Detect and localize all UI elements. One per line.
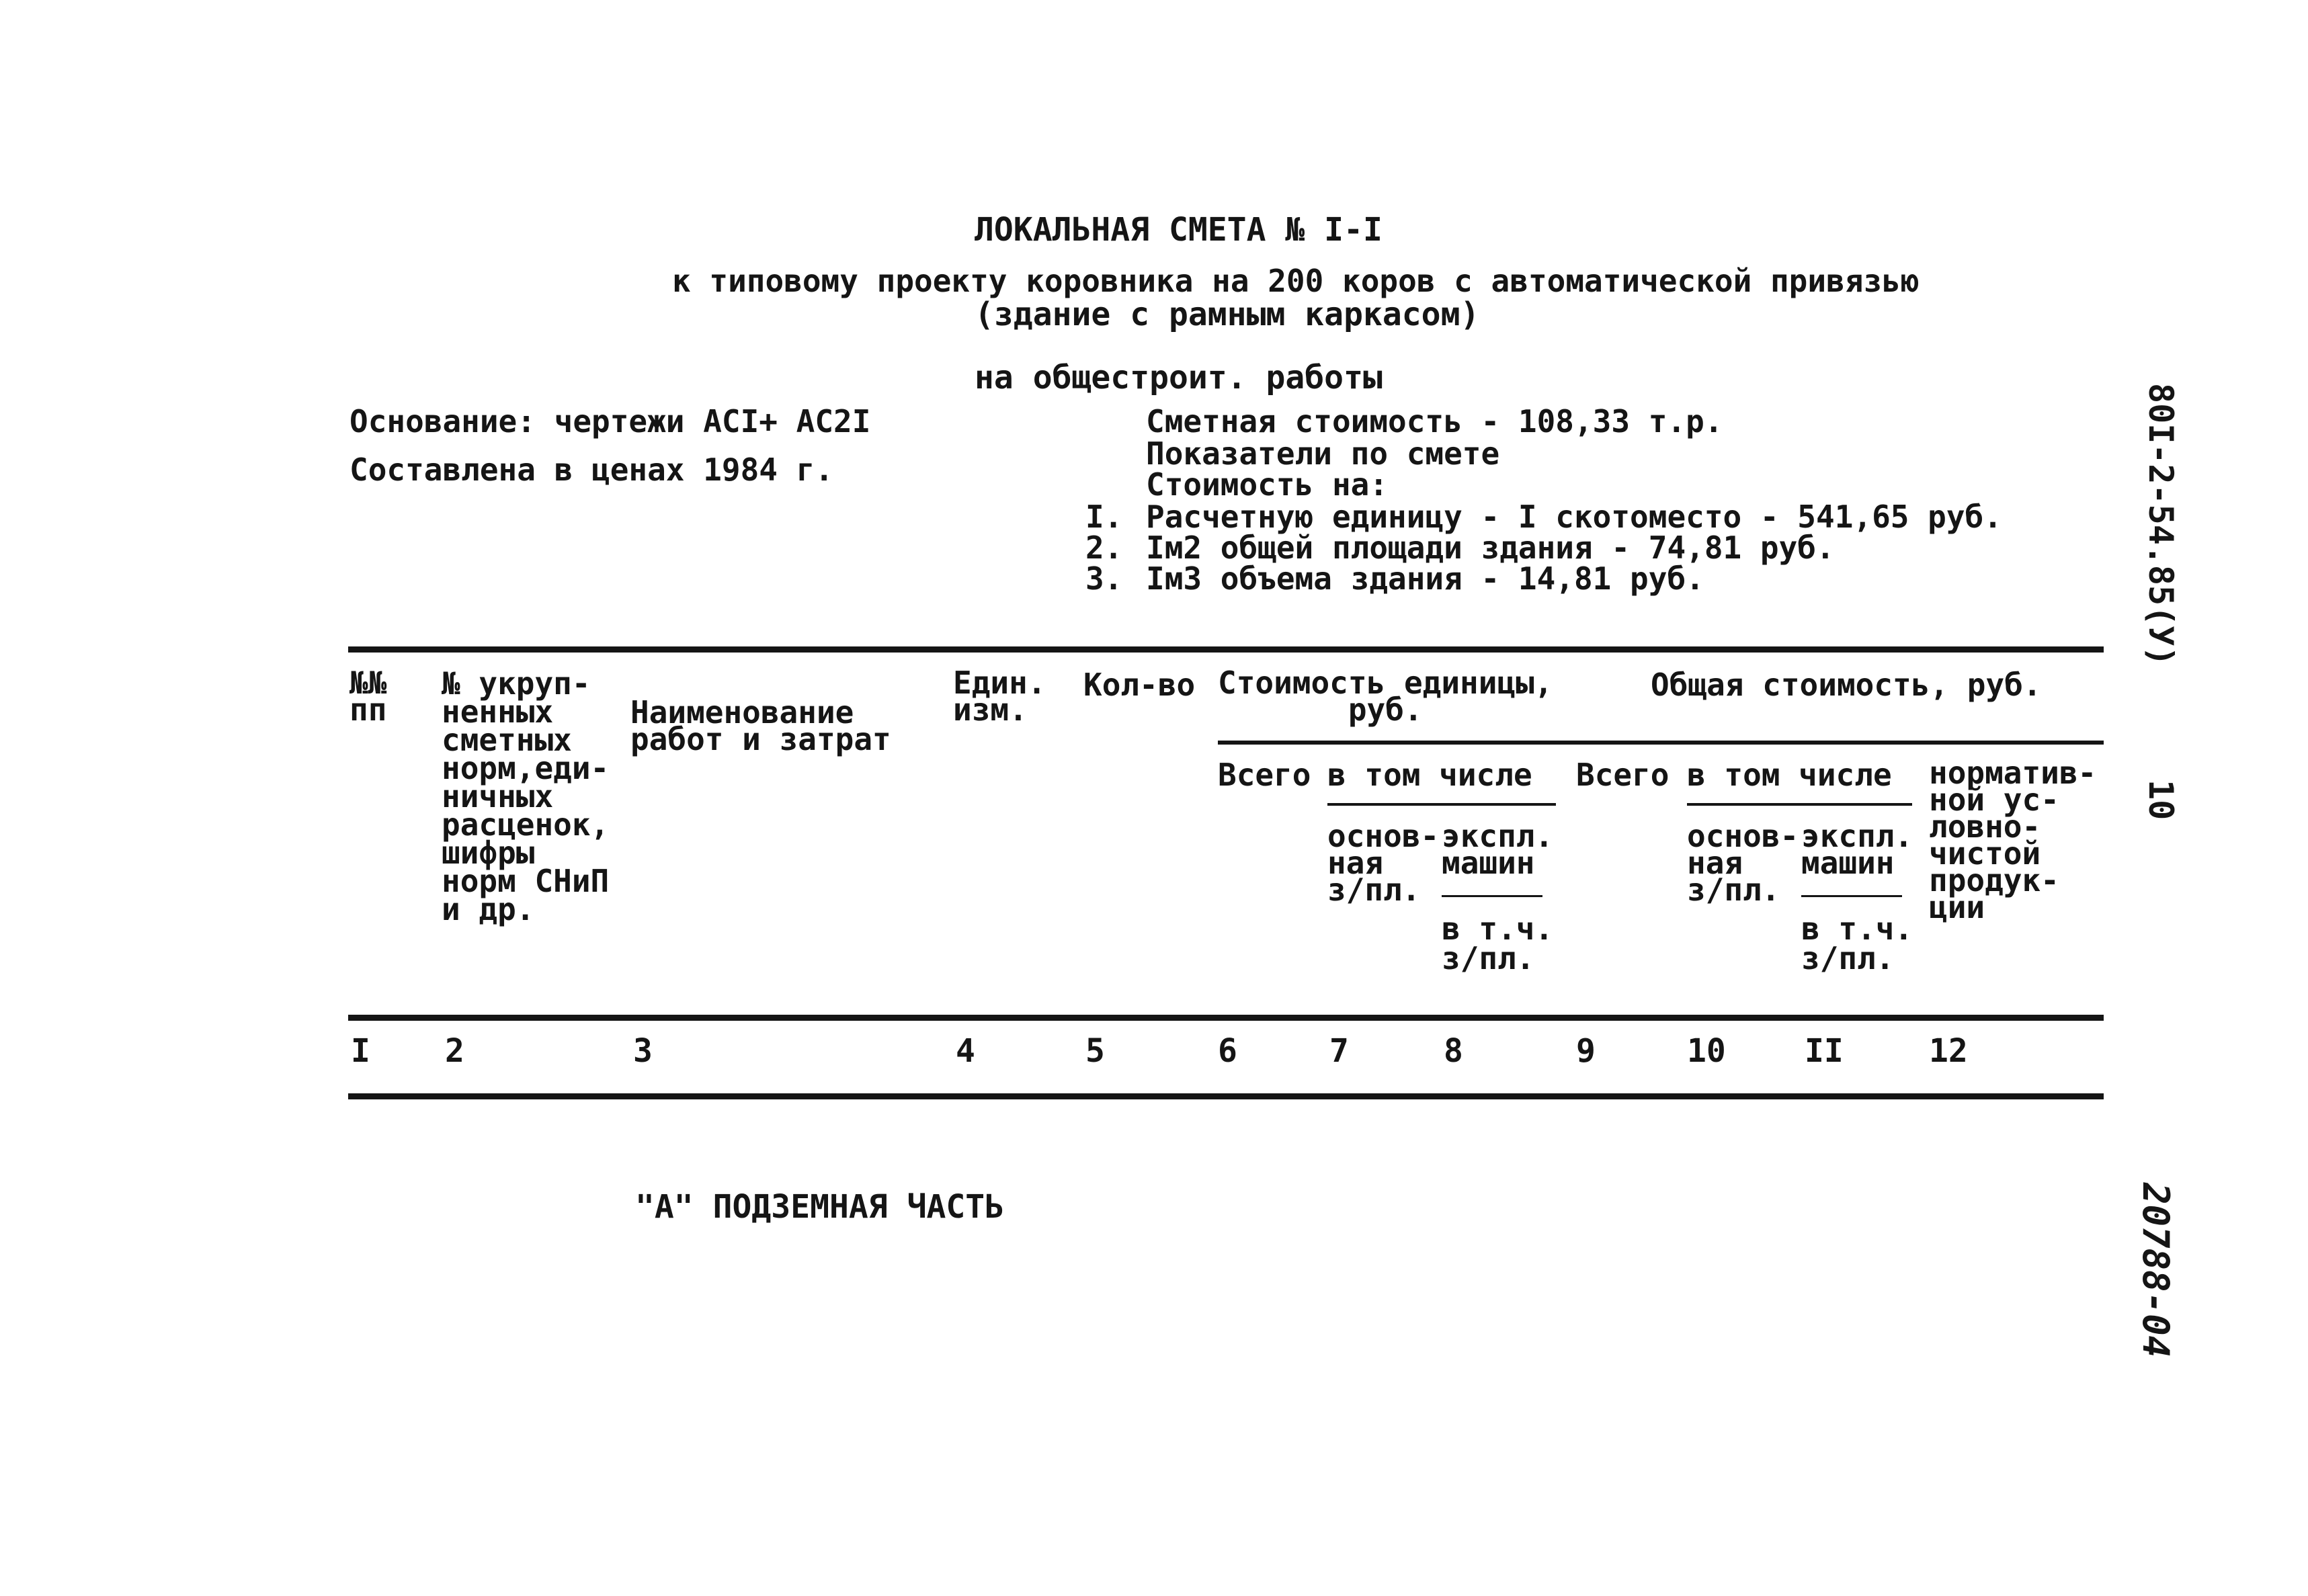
header-unit-machines: экспл. машин <box>1442 818 1554 881</box>
header-norm-code: № укруп- ненных сметных норм,еди- ничных расценок, шифры норм СНиП и др. <box>442 665 610 927</box>
estimate-item-text: Iм3 объема здания - 14,81 руб. <box>1146 560 1704 597</box>
header-quantity: Кол-во <box>1083 667 1196 703</box>
header-sum-total: Всего <box>1576 757 1670 793</box>
machines-rule-total <box>1801 895 1902 897</box>
column-number: 8 <box>1444 1032 1463 1070</box>
column-number: 4 <box>956 1032 975 1070</box>
header-sum-incl-wage: в т.ч. з/пл. <box>1801 911 1913 976</box>
header-unit-basic-wage: основ- ная з/пл. <box>1327 818 1440 908</box>
estimate-item-text: Iм2 общей площади здания - 74,81 руб. <box>1146 530 1835 566</box>
header-bottom-rule <box>348 1015 2104 1021</box>
page-number: 10 <box>2141 780 2180 821</box>
header-total-cost: Общая стоимость, руб. <box>1651 667 2042 703</box>
estimate-cost: Сметная стоимость - 108,33 т.р. <box>1146 403 1723 439</box>
document-number: 20788-04 <box>2135 1183 2177 1358</box>
column-number: 12 <box>1929 1032 1968 1070</box>
header-unit-incl-wage: в т.ч. з/пл. <box>1442 911 1554 976</box>
header-unit: Един. изм. <box>953 665 1046 728</box>
column-number: 3 <box>633 1032 653 1070</box>
document-subtitle-line3: на общестроит. работы <box>975 359 1383 396</box>
column-number: I <box>351 1032 370 1070</box>
header-unit-incl: в том числе <box>1327 757 1532 793</box>
estimate-indicators: Показатели по смете <box>1146 435 1500 472</box>
header-sum-machines: экспл. машин <box>1801 818 1913 881</box>
section-title: "А" ПОДЗЕМНАЯ ЧАСТЬ <box>635 1188 1005 1226</box>
header-sum-incl: в том числе <box>1687 757 1892 793</box>
column-number: 5 <box>1085 1032 1105 1070</box>
header-unit-total: Всего <box>1218 757 1311 793</box>
column-number: II <box>1805 1032 1844 1070</box>
incl-rule-total <box>1687 803 1912 806</box>
estimate-cost-for: Стоимость на: <box>1146 466 1389 503</box>
table-top-rule <box>348 646 2104 653</box>
estimate-item-num: 3. <box>1085 560 1123 597</box>
header-unit-cost: Стоимость единицы, руб. <box>1218 665 1553 728</box>
project-code: 80I-2-54.85(У) <box>2141 383 2180 667</box>
estimate-item-num: 2. <box>1085 530 1123 566</box>
header-sum-basic-wage: основ- ная з/пл. <box>1687 818 1799 908</box>
basis-prices: Составлена в ценах 1984 г. <box>349 452 834 488</box>
column-number: 2 <box>445 1032 464 1070</box>
document-subtitle-line1: к типовому проекту коровника на 200 коров с автоматической привязью <box>672 263 1920 299</box>
column-number: 10 <box>1687 1032 1726 1070</box>
estimate-item-num: I. <box>1085 499 1123 535</box>
document-subtitle-line2: (здание с рамным каркасом) <box>975 296 1480 333</box>
incl-rule-unit <box>1327 803 1556 806</box>
header-group-rule <box>1218 741 2104 745</box>
document-title: ЛОКАЛЬНАЯ СМЕТА № I-I <box>975 211 1383 249</box>
header-row-number: №№ пп <box>349 665 387 728</box>
numbers-bottom-rule <box>348 1093 2104 1099</box>
header-normative-production: норматив- ной ус- ловно- чистой продук- ции <box>1929 755 2097 925</box>
machines-rule-unit <box>1442 895 1542 897</box>
header-work-name: Наименование работ и затрат <box>630 694 891 757</box>
column-number: 6 <box>1218 1032 1237 1070</box>
column-number: 7 <box>1329 1032 1349 1070</box>
estimate-item-text: Расчетную единицу - I скотоместо - 541,65 руб. <box>1146 499 2002 535</box>
column-number: 9 <box>1576 1032 1596 1070</box>
basis-drawings: Основание: чертежи АСI+ АС2I <box>349 403 871 439</box>
